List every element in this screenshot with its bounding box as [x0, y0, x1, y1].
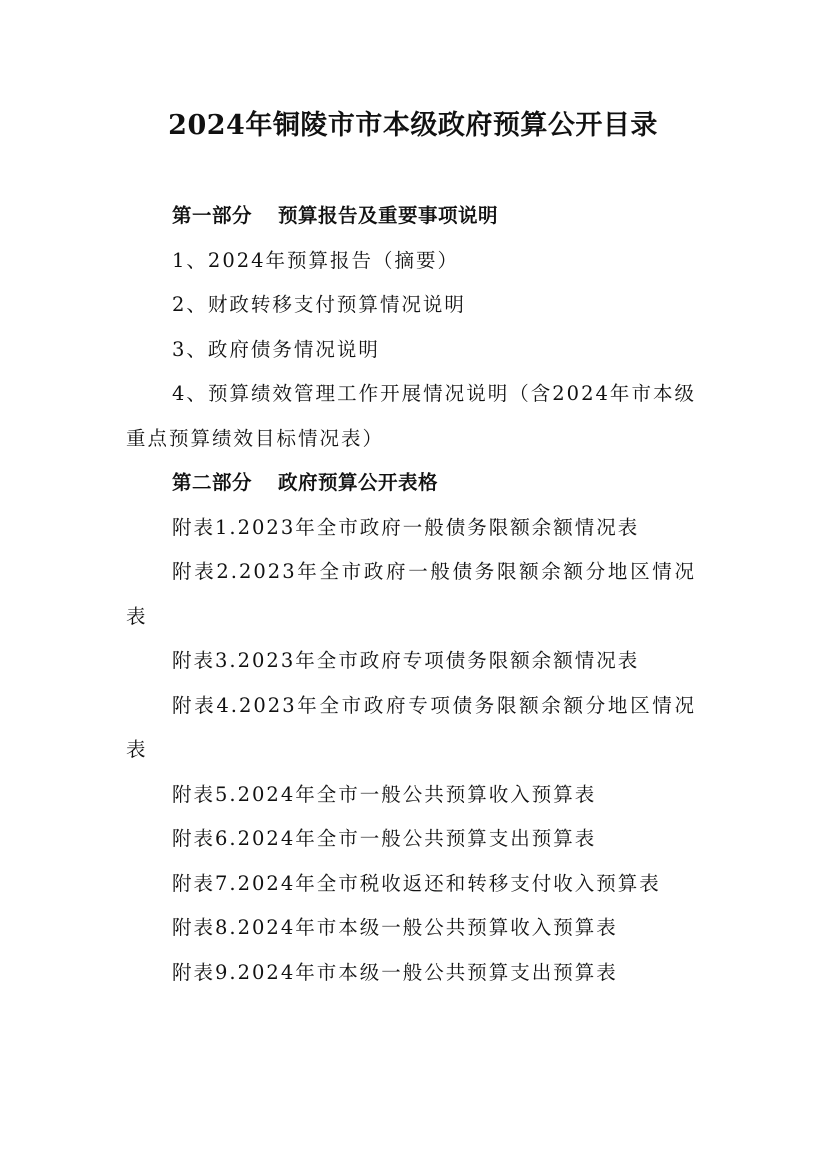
list-item-part2-9: 附表9.2024年市本级一般公共预算支出预算表 [172, 960, 618, 984]
list-item-part2-8: 附表8.2024年市本级一般公共预算收入预算表 [172, 916, 618, 939]
list-item-part1-1: 1、2024年预算报告（摘要） [172, 248, 460, 272]
section-heading-part2 [126, 461, 696, 506]
list-item-part2-6: 附表6.2024年全市一般公共预算支出预算表 [172, 827, 597, 850]
list-item-part2-4: 附表4.2023年全市政府专项债务限额余额分地区情况表 [126, 693, 696, 761]
list-item-part2-1: 附表1.2023年全市政府一般债务限额余额情况表 [172, 515, 640, 539]
list-item-part2-3: 附表3.2023年全市政府专项债务限额余额情况表 [172, 649, 640, 672]
part2-label: 第二部分 [172, 471, 253, 494]
document-title: 2024年铜陵市市本级政府预算公开目录 [168, 110, 658, 141]
section-heading-part1 [126, 194, 696, 239]
list-item-part2-7: 附表7.2024年全市税收返还和转移支付收入预算表 [172, 871, 661, 895]
list-item-part1-2: 2、财政转移支付预算情况说明 [172, 293, 466, 316]
part2-name: 政府预算公开表格 [278, 471, 439, 494]
part1-label: 第一部分 [172, 204, 253, 227]
part1-name: 预算报告及重要事项说明 [278, 204, 499, 227]
list-item-part1-3: 3、政府债务情况说明 [172, 337, 380, 361]
list-item-part1-4: 4、预算绩效管理工作开展情况说明（含2024年市本级重点预算绩效目标情况表） [126, 382, 696, 450]
list-item-part2-5: 附表5.2024年全市一般公共预算收入预算表 [172, 782, 597, 806]
list-item-part2-2: 附表2.2023年全市政府一般债务限额余额分地区情况表 [126, 560, 696, 628]
document-body [126, 194, 696, 995]
